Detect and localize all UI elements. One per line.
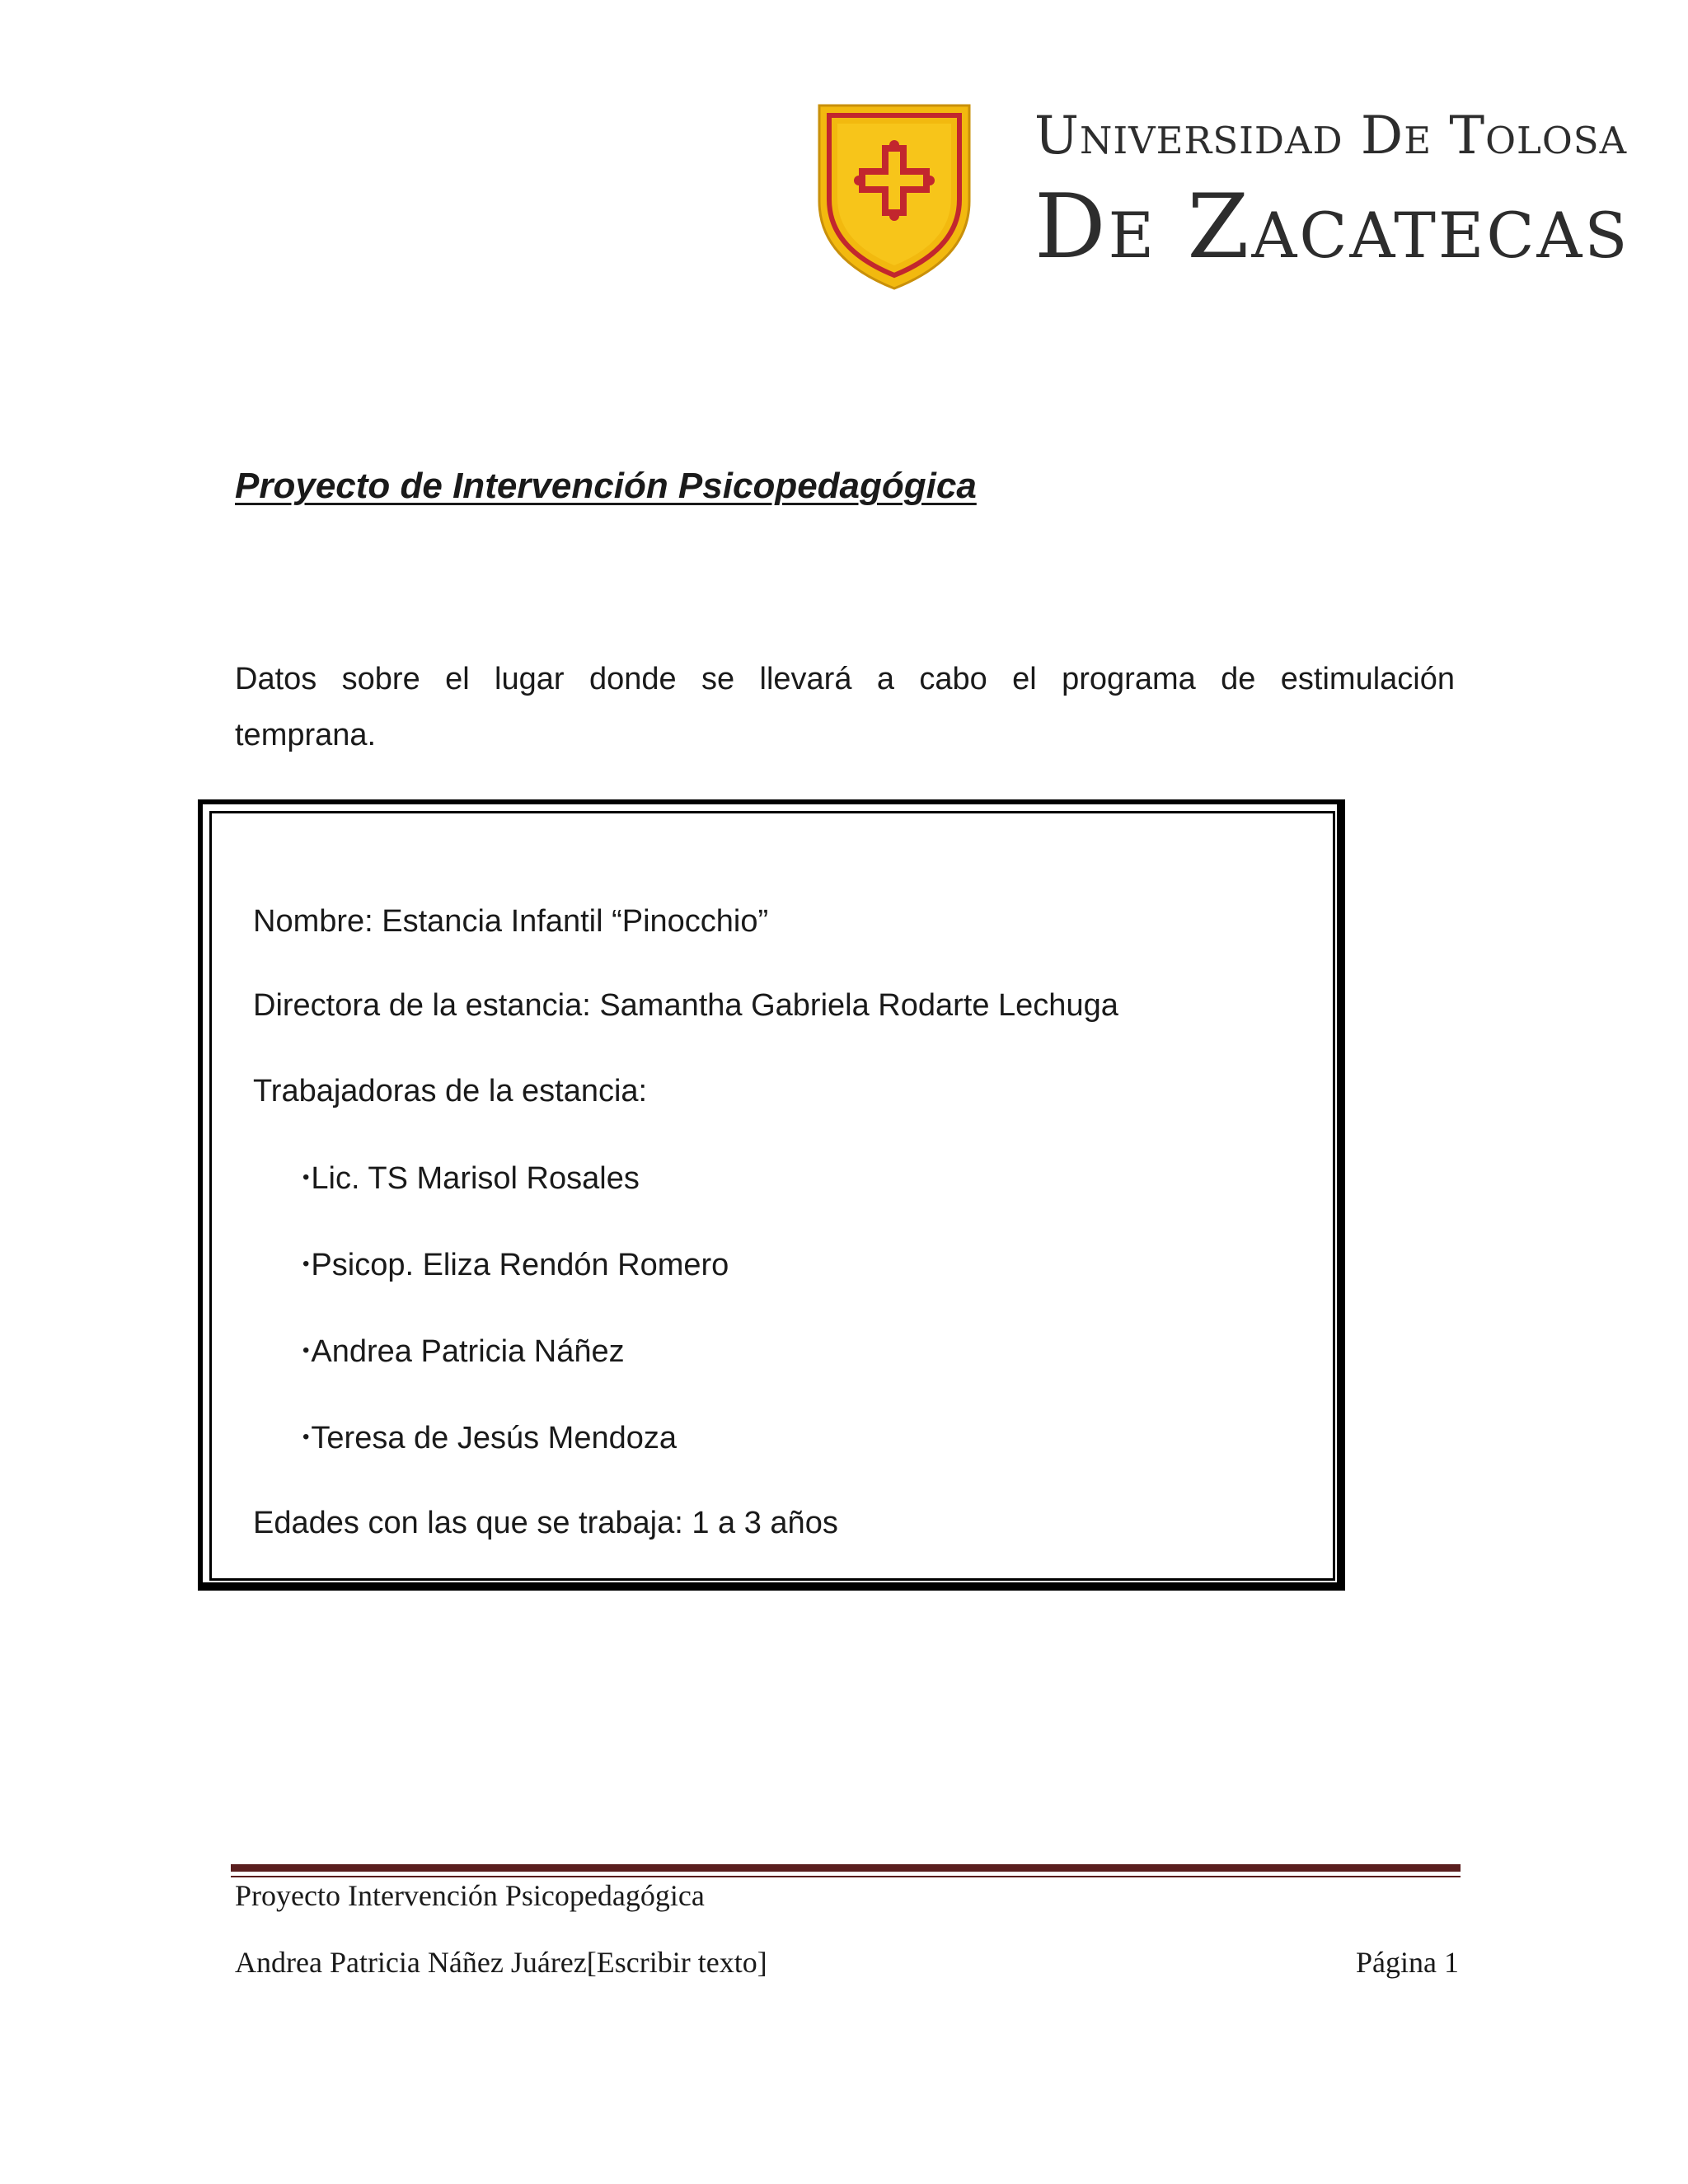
footer-rule [231,1864,1461,1872]
bullet-icon: • [302,1166,310,1188]
center-name-line: Nombre: Estancia Infantil “Pinocchio” [253,904,769,939]
worker-name: Lic. TS Marisol Rosales [311,1161,640,1196]
worker-list-item [302,1248,729,1283]
worker-list-item [302,1334,625,1370]
university-name [1034,105,1630,279]
bullet-icon: • [302,1426,310,1448]
workers-heading: Trabajadoras de la estancia: [253,1074,648,1108]
university-shield-icon [816,102,973,292]
worker-name: Psicop. Eliza Rendón Romero [311,1248,729,1282]
ages-line: Edades con las que se trabaja: 1 a 3 años [253,1506,838,1540]
bullet-icon: • [302,1339,310,1361]
footer-author: Andrea Patricia Náñez Juárez[Escribir texto] [235,1946,767,1979]
info-box [198,799,1345,1591]
bullet-icon: • [302,1253,310,1275]
info-box-inner-border [209,811,1335,1581]
university-logo [816,99,1640,297]
worker-list-item [302,1421,677,1456]
worker-name: Teresa de Jesús Mendoza [311,1421,677,1455]
intro-paragraph: Datos sobre el lugar donde se llevará a cabo el programa de estimulación temprana. [235,662,1455,752]
university-name-line1: Universidad De Tolosa [1034,105,1628,166]
university-name-line2: De Zacatecas [1034,176,1630,279]
footer-page-number: Página 1 [1356,1946,1459,1979]
worker-name: Andrea Patricia Náñez [311,1334,625,1369]
director-line: Directora de la estancia: Samantha Gabriela Rodarte Lechuga [253,988,1118,1023]
worker-list-item [302,1161,640,1197]
document-title: Proyecto de Intervención Psicopedagógica [235,466,977,506]
footer-project-title: Proyecto Intervención Psicopedagógica [235,1879,705,1912]
